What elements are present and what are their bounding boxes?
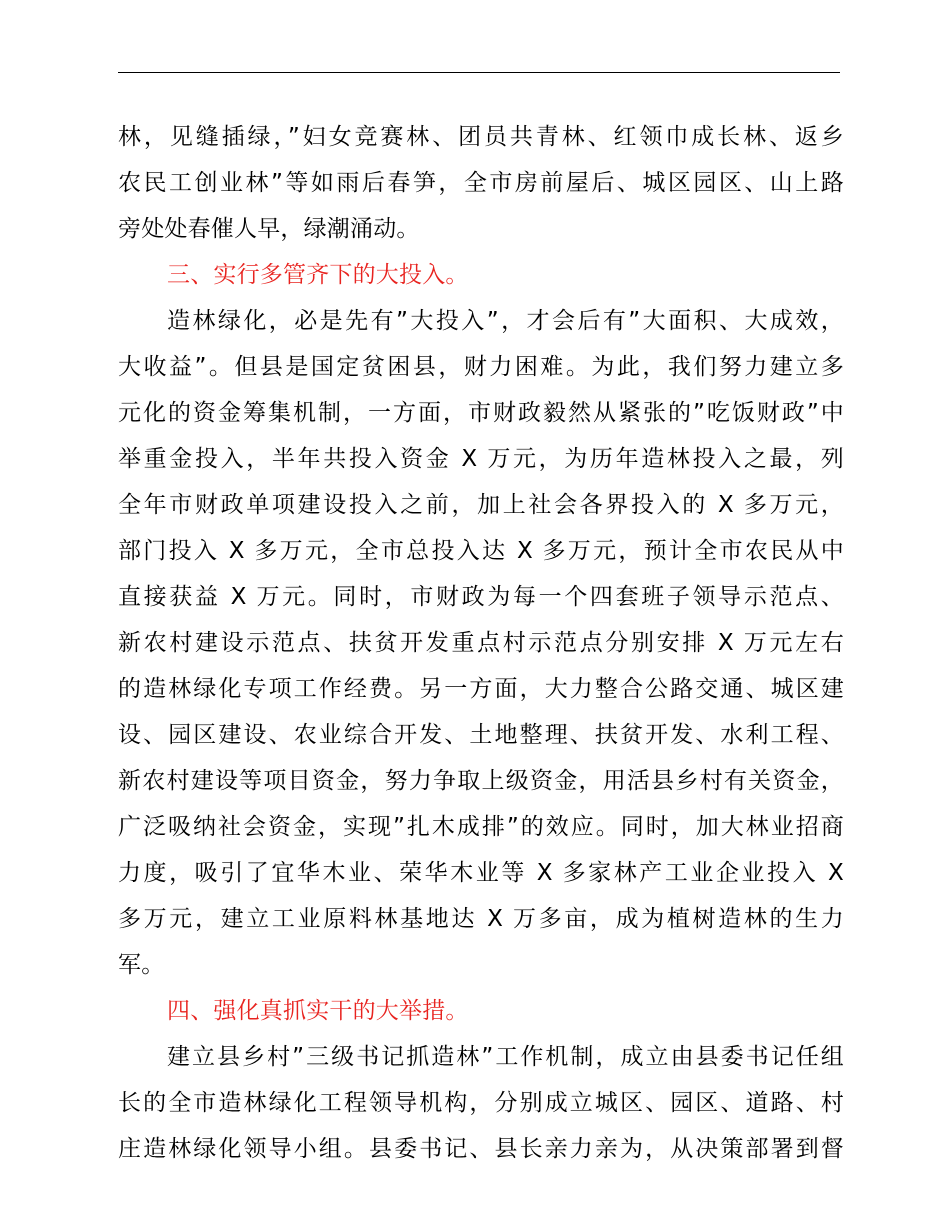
paragraph-line: 直接获益 X 万元。同时，市财政为每一个四套班子领导示范点、 — [118, 584, 844, 610]
paragraph-line: 农民工创业林”等如雨后春笋，全市房前屋后、城区园区、山上路 — [118, 170, 844, 196]
paragraph-line: 举重金投入，半年共投入资金 X 万元，为历年造林投入之最，列 — [118, 446, 844, 472]
paragraph-line: 长的全市造林绿化工程领导机构，分别成立城区、园区、道路、村 — [118, 1090, 844, 1116]
paragraph-line: 旁处处春催人早，绿潮涌动。 — [118, 216, 420, 242]
paragraph-line: 建立县乡村”三级书记抓造林”工作机制，成立由县委书记任组 — [167, 1044, 844, 1070]
paragraph-line: 新农村建设等项目资金，努力争取上级资金，用活县乡村有关资金， — [118, 768, 844, 794]
document-body — [118, 114, 844, 1172]
paragraph-line: 庄造林绿化领导小组。县委书记、县长亲力亲为，从决策部署到督 — [118, 1136, 844, 1162]
section-heading-4: 四、强化真抓实干的大举措。 — [167, 998, 469, 1024]
paragraph-line: 全年市财政单项建设投入之前，加上社会各界投入的 X 多万元， — [118, 492, 844, 518]
paragraph-line: 大收益”。但县是国定贫困县，财力困难。为此，我们努力建立多 — [118, 354, 844, 380]
paragraph-line: 元化的资金筹集机制，一方面，市财政毅然从紧张的”吃饭财政”中 — [118, 400, 844, 426]
paragraph-line: 新农村建设示范点、扶贫开发重点村示范点分别安排 X 万元左右 — [118, 630, 844, 656]
paragraph-line: 设、园区建设、农业综合开发、土地整理、扶贫开发、水利工程、 — [118, 722, 844, 748]
paragraph-line: 力度，吸引了宜华木业、荣华木业等 X 多家林产工业企业投入 X — [118, 860, 844, 886]
section-heading-3: 三、实行多管齐下的大投入。 — [167, 262, 469, 288]
paragraph-line: 林，见缝插绿，”妇女竞赛林、团员共青林、红领巾成长林、返乡 — [118, 124, 844, 150]
paragraph-line: 军。 — [118, 952, 165, 978]
paragraph-line: 造林绿化，必是先有”大投入”，才会后有”大面积、大成效， — [167, 308, 844, 334]
header-rule — [118, 72, 840, 73]
paragraph-line: 部门投入 X 多万元，全市总投入达 X 多万元，预计全市农民从中 — [118, 538, 844, 564]
paragraph-line: 多万元，建立工业原料林基地达 X 万多亩，成为植树造林的生力 — [118, 906, 844, 932]
paragraph-line: 广泛吸纳社会资金，实现”扎木成排”的效应。同时，加大林业招商 — [118, 814, 844, 840]
paragraph-line: 的造林绿化专项工作经费。另一方面，大力整合公路交通、城区建 — [118, 676, 844, 702]
